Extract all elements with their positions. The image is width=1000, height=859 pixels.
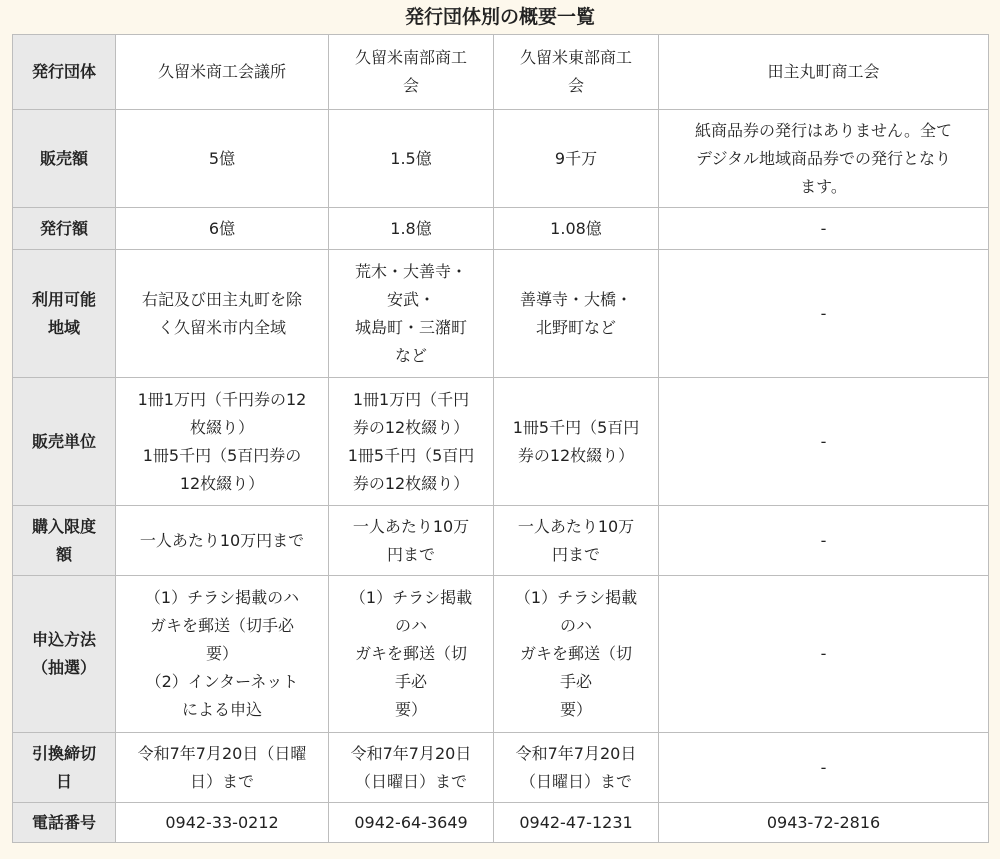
table-cell: 一人あたり10万 円まで [494, 506, 659, 576]
table-cell: 1冊5千円（5百円 券の12枚綴り） [494, 378, 659, 506]
table-cell: - [659, 378, 989, 506]
row-header: 販売額 [13, 110, 116, 208]
table-cell: 令和7年7月20日 （日曜日）まで [329, 733, 494, 803]
table-row-issue-amount [13, 208, 989, 250]
org-header-kurume-south: 久留米南部商工 会 [329, 35, 494, 110]
table-cell: - [659, 250, 989, 378]
table-cell: 荒木・大善寺・ 安武・ 城島町・三潴町 など [329, 250, 494, 378]
table-cell: 0942-33-0212 [116, 803, 329, 843]
table-cell: 令和7年7月20日 （日曜日）まで [494, 733, 659, 803]
table-cell: - [659, 208, 989, 250]
table-row-phone-number [13, 803, 989, 843]
table-cell: 右記及び田主丸町を除 く久留米市内全域 [116, 250, 329, 378]
table-row-purchase-limit [13, 506, 989, 576]
row-header: 引換締切 日 [13, 733, 116, 803]
table-cell: - [659, 506, 989, 576]
row-header: 発行額 [13, 208, 116, 250]
table-cell: （1）チラシ掲載 のハ ガキを郵送（切 手必 要） [329, 576, 494, 733]
table-cell: 1.8億 [329, 208, 494, 250]
table-cell: 1.08億 [494, 208, 659, 250]
header-row [13, 35, 989, 110]
table-row-usable-area [13, 250, 989, 378]
row-header: 電話番号 [13, 803, 116, 843]
table-row-exchange-deadline [13, 733, 989, 803]
org-header-kurume-east: 久留米東部商工 会 [494, 35, 659, 110]
table-cell: 1冊1万円（千円券の12 枚綴り） 1冊5千円（5百円券の 12枚綴り） [116, 378, 329, 506]
table-cell: 5億 [116, 110, 329, 208]
table-cell: 9千万 [494, 110, 659, 208]
org-header-kurume-cci: 久留米商工会議所 [116, 35, 329, 110]
table-row-application-method [13, 576, 989, 733]
row-header: 利用可能 地域 [13, 250, 116, 378]
table-caption: 発行団体別の概要一覧 [404, 6, 595, 28]
table-cell: （1）チラシ掲載のハ ガキを郵送（切手必 要） （2）インターネット による申込 [116, 576, 329, 733]
org-header-tanushimaru: 田主丸町商工会 [659, 35, 989, 110]
table-cell: - [659, 733, 989, 803]
table-cell: 一人あたり10万円まで [116, 506, 329, 576]
row-header: 購入限度 額 [13, 506, 116, 576]
table-cell: 0943-72-2816 [659, 803, 989, 843]
table-cell: 0942-64-3649 [329, 803, 494, 843]
table-cell: 一人あたり10万 円まで [329, 506, 494, 576]
table-cell: 令和7年7月20日（日曜 日）まで [116, 733, 329, 803]
table-cell: - [659, 576, 989, 733]
table-row-sales-amount [13, 110, 989, 208]
table-cell: 紙商品券の発行はありません。全て デジタル地域商品券での発行となり ます。 [659, 110, 989, 208]
row-header-organization: 発行団体 [13, 35, 116, 110]
table-cell: 0942-47-1231 [494, 803, 659, 843]
table-cell: 1冊1万円（千円 券の12枚綴り） 1冊5千円（5百円 券の12枚綴り） [329, 378, 494, 506]
row-header: 申込方法 （抽選） [13, 576, 116, 733]
row-header: 販売単位 [13, 378, 116, 506]
table-cell: （1）チラシ掲載 のハ ガキを郵送（切 手必 要） [494, 576, 659, 733]
table-cell: 6億 [116, 208, 329, 250]
table-cell: 1.5億 [329, 110, 494, 208]
table-cell: 善導寺・大橋・ 北野町など [494, 250, 659, 378]
table-row-sales-unit [13, 378, 989, 506]
organization-summary-table [12, 34, 989, 843]
